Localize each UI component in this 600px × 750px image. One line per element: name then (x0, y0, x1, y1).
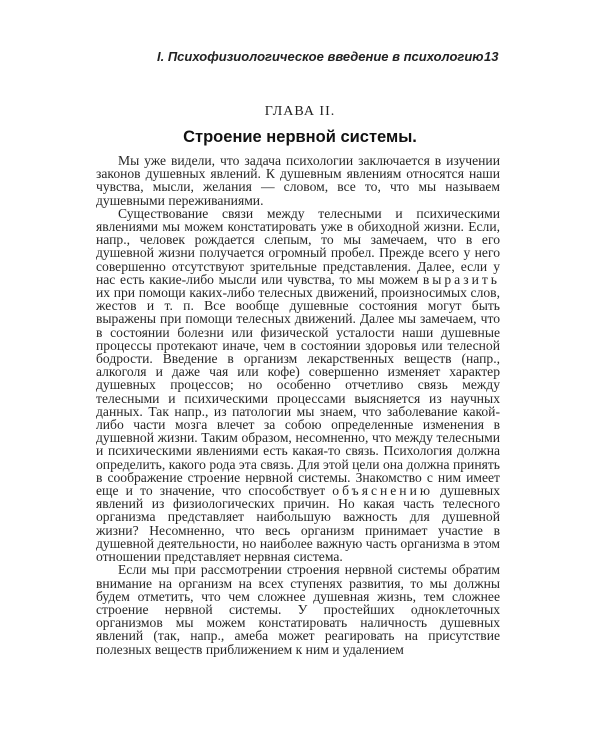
paragraph-3: Если мы при рассмотрении строения нервной системы обратим внимание на организм на всех ступенях развития, то мы должны будем отметить, что чем сложнее душевная жизнь, тем сложнее строение нервной системы. У простейших одноклеточных организмов мы можем констатировать наличность душевных явлений (так, напр., амеба может реагировать на присутствие полезных веществ приближением к ним и удалением (96, 562, 500, 657)
chapter-title: Строение нервной системы. (183, 128, 417, 146)
running-head-title: I. Психофизиологическое введение в психологию (157, 49, 484, 64)
paragraph-2 (96, 207, 500, 563)
paragraph-2-part-a: Существование связи между телесными и психическими явлениями мы можем констатировать уже в обиходной жизни. Если, напр., человек рождается слепым, то мы замечаем, что в его душевной жизни получается огромный пробел. Прежде всего у него совершенно отсутствуют зрительные представления. Далее, если у нас есть какие-либо мысли или чувства, то мы можем (96, 205, 500, 287)
running-head (0, 49, 600, 67)
page-number: 13 (484, 49, 499, 64)
chapter-label: ГЛАВА II. (264, 104, 336, 119)
body-text (96, 154, 500, 656)
paragraph-1: Мы уже видели, что задача психологии заключается в изучении законов душевных явлений. К душевным явлениям относятся наши чувства, мысли, желания — словом, все то, что мы называем душевными переживаниями. (96, 153, 500, 208)
emphasis-explanation: объяснению (332, 483, 434, 499)
emphasis-express: выразить (422, 271, 500, 287)
paragraph-2-part-c: душевных явлений из физиологических причин. Но какая часть телесного организма представляет наибольшую важность для душевной жизни? Несомненно, что весь организм принимает участие в душевной деятельности, но наиболее важную часть организма в этом отношении представляет нервная система. (96, 483, 500, 565)
paragraph-2-part-b: их при помощи каких-либо телесных движений, произносимых слов, жестов и т. п. Все вообще душевные состояния могут быть выражены при помощи телесных движений. Далее мы замечаем, что в состоянии болезни или физической усталости наши душевные процессы протекают иначе, чем в состоянии здоровья или телесной бодрости. Введение в организм лекарственных веществ (напр., алкоголя и даже чая или кофе) совершенно изменяет характер душевных процессов; но особенно отчетливо связь между телесными и психическими процессами выясняется из научных данных. Так напр., из патологии мы знаем, что заболевание какой-либо части мозга влечет за собою определенные изменения в душевной жизни. Таким образом, несомненно, что между телесными и психическими явлениями есть какая-то связь. Психология должна определить, какого рода эта связь. Для этой цели она должна принять в соображение строение нервной системы. Знакомство с ним имеет еще и то значение, что способствует (96, 285, 500, 499)
